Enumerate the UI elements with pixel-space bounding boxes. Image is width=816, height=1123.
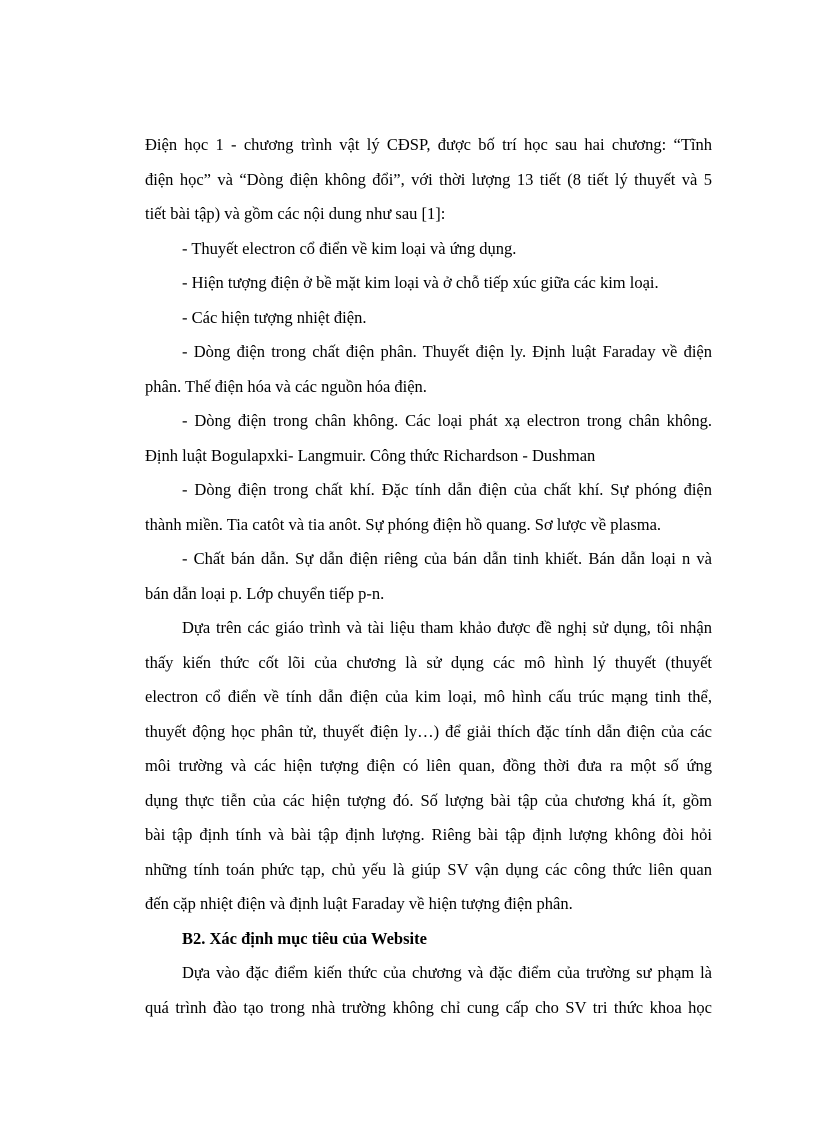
text-line: Điện học 1 - chương trình vật lý CĐSP, được bố trí học sau hai chương: “Tĩnh	[145, 135, 712, 154]
paragraph-line: những tính toán phức tạp, chủ yếu là giúp SV vận dụng các công thức liên quan	[145, 859, 712, 879]
paragraph-line: đến cặp nhiệt điện và định luật Faraday về hiện tượng điện phân.	[145, 894, 573, 913]
list-item: - Chất bán dẫn. Sự dẫn điện riêng của bán dẫn tinh khiết. Bán dẫn loại n và	[182, 549, 712, 568]
paragraph-line: bài tập định tính và bài tập định lượng. Riêng bài tập định lượng không đòi hỏi	[145, 825, 712, 844]
text-line: điện học” và “Dòng điện không đổi”, với thời lượng 13 tiết (8 tiết lý thuyết và 5	[145, 169, 712, 189]
list-item: - Dòng điện trong chất điện phân. Thuyết điện ly. Định luật Faraday về điện	[182, 342, 712, 361]
text-line: tiết bài tập) và gồm các nội dung như sau [1]:	[145, 204, 446, 223]
text-line: phân. Thế điện hóa và các nguồn hóa điện.	[145, 376, 427, 396]
paragraph-line: thuyết động học phân tử, thuyết điện ly…) để giải thích đặc tính dẫn điện của các	[145, 721, 712, 741]
paragraph-line: dụng thực tiễn của các hiện tượng đó. Số lượng bài tập của chương khá ít, gồm	[145, 790, 712, 810]
paragraph-line: môi trường và các hiện tượng điện có liên quan, đồng thời đưa ra một số ứng	[145, 756, 712, 775]
list-item: - Các hiện tượng nhiệt điện.	[182, 307, 367, 327]
text-line: thành miền. Tia catôt và tia anôt. Sự phóng điện hồ quang. Sơ lược về plasma.	[145, 514, 662, 534]
paragraph-line: quá trình đào tạo trong nhà trường không chỉ cung cấp cho SV tri thức khoa học	[145, 997, 712, 1017]
paragraph-line: electron cổ điển về tính dẫn điện của kim loại, mô hình cấu trúc mạng tinh thể,	[145, 687, 712, 706]
paragraph-line: Dựa vào đặc điểm kiến thức của chương và đặc điểm của trường sư phạm là	[182, 963, 712, 982]
text-line: bán dẫn loại p. Lớp chuyển tiếp p-n.	[145, 583, 385, 603]
paragraph-line: Dựa trên các giáo trình và tài liệu tham khảo được đề nghị sử dụng, tôi nhận	[182, 618, 712, 637]
list-item: - Thuyết electron cổ điển về kim loại và ứng dụng.	[182, 238, 517, 258]
list-item: - Hiện tượng điện ở bề mặt kim loại và ở chỗ tiếp xúc giữa các kim loại.	[182, 273, 659, 292]
text-line: Định luật Bogulapxki- Langmuir. Công thức Richardson - Dushman	[145, 445, 596, 465]
section-heading: B2. Xác định mục tiêu của Website	[182, 928, 427, 948]
list-item: - Dòng điện trong chất khí. Đặc tính dẫn điện của chất khí. Sự phóng điện	[182, 480, 712, 499]
document-body	[145, 128, 712, 1025]
list-item: - Dòng điện trong chân không. Các loại phát xạ electron trong chân không.	[182, 411, 712, 430]
paragraph-line: thấy kiến thức cốt lõi của chương là sử dụng các mô hình lý thuyết (thuyết	[145, 652, 712, 672]
